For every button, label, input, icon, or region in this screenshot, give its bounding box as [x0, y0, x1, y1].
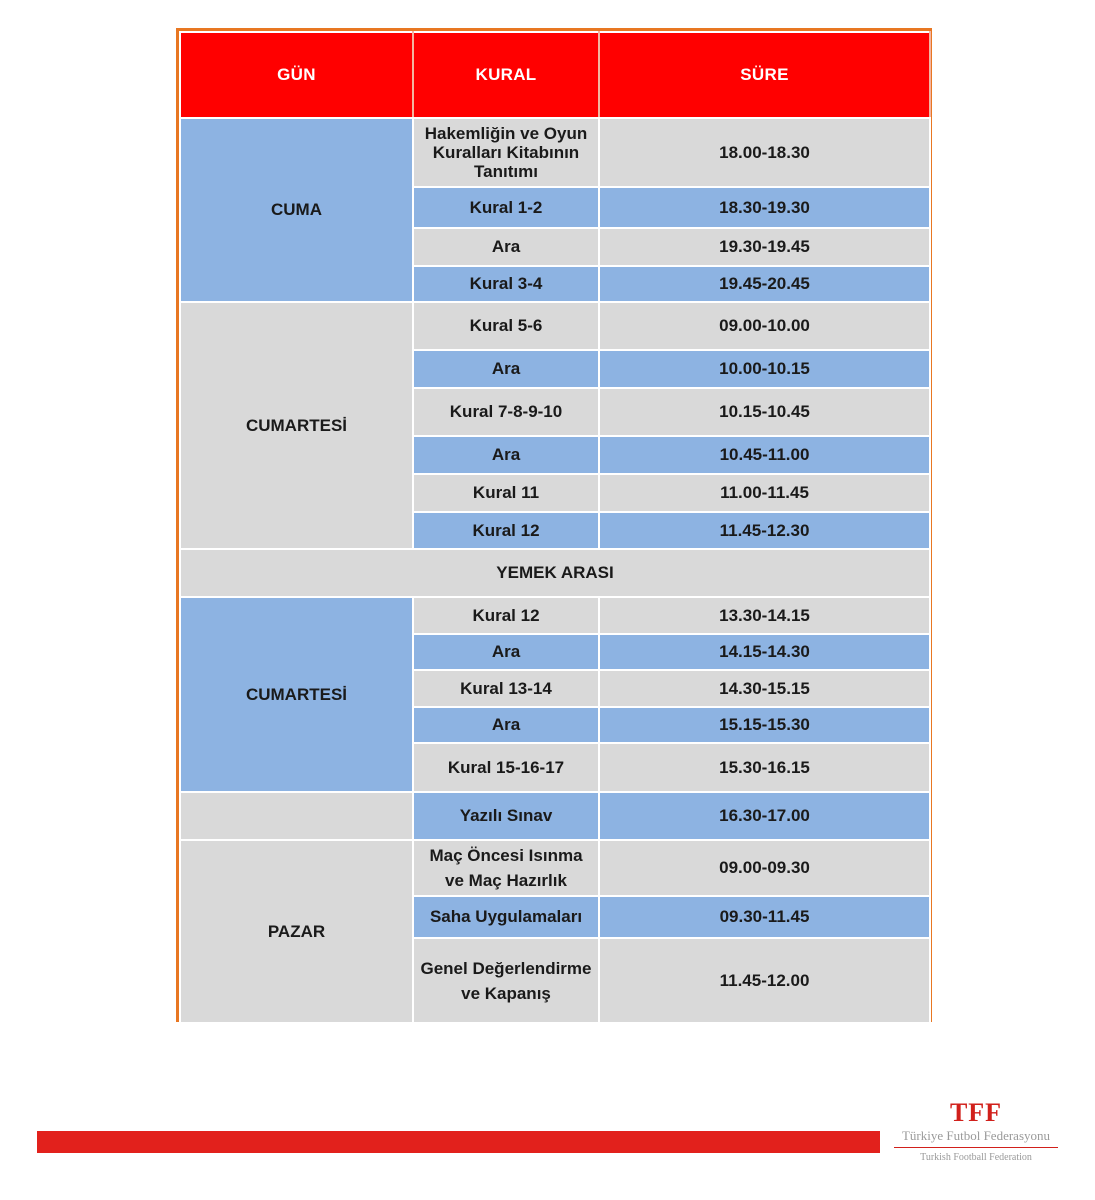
table-row: [180, 792, 930, 840]
logo-name-en: Turkish Football Federation: [920, 1152, 1032, 1163]
time-cell: 19.45-20.45: [599, 266, 930, 302]
rule-cell: Kural 3-4: [413, 266, 599, 302]
time-cell: 14.15-14.30: [599, 634, 930, 670]
rule-cell: Hakemliğin ve Oyun Kuralları Kitabının Tanıtımı: [413, 118, 599, 187]
time-cell: 15.15-15.30: [599, 707, 930, 743]
table-row: [180, 302, 930, 350]
rule-cell: Yazılı Sınav: [413, 792, 599, 840]
rule-cell: Ara: [413, 228, 599, 266]
header-row: [180, 32, 930, 118]
table-row: [180, 597, 930, 634]
rule-cell: Ara: [413, 634, 599, 670]
rule-cell: Ara: [413, 707, 599, 743]
time-cell: 09.00-09.30: [599, 840, 930, 896]
time-cell: 09.00-10.00: [599, 302, 930, 350]
rule-cell: Kural 7-8-9-10: [413, 388, 599, 436]
lunch-break-label: YEMEK ARASI: [180, 549, 930, 597]
rule-cell: Kural 12: [413, 512, 599, 549]
time-cell: 16.30-17.00: [599, 792, 930, 840]
footer-red-band: [37, 1131, 880, 1153]
day-cell-pazar: PAZAR: [180, 840, 413, 1023]
rule-cell: Genel Değerlendirme ve Kapanış: [413, 938, 599, 1023]
time-cell: 18.00-18.30: [599, 118, 930, 187]
time-cell: 09.30-11.45: [599, 896, 930, 938]
schedule-grid: [179, 31, 931, 1024]
rule-cell: Kural 15-16-17: [413, 743, 599, 792]
rule-cell: Kural 11: [413, 474, 599, 512]
tff-logo: [886, 1098, 1066, 1178]
logo-brand: TFF: [949, 1098, 1003, 1127]
time-cell: 10.45-11.00: [599, 436, 930, 474]
rule-cell: Ara: [413, 436, 599, 474]
time-cell: 11.45-12.30: [599, 512, 930, 549]
rule-cell: Kural 5-6: [413, 302, 599, 350]
table-row: [180, 840, 930, 896]
day-cell-cumartesi: CUMARTESİ: [180, 302, 413, 549]
time-cell: 19.30-19.45: [599, 228, 930, 266]
time-cell: 11.00-11.45: [599, 474, 930, 512]
schedule-table: [176, 28, 932, 1022]
header-time: SÜRE: [599, 32, 930, 118]
table-row: [180, 118, 930, 187]
rule-cell: Ara: [413, 350, 599, 388]
logo-name-tr: Türkiye Futbol Federasyonu: [901, 1128, 1051, 1143]
rule-cell: Maç Öncesi Isınma ve Maç Hazırlık: [413, 840, 599, 896]
time-cell: 10.15-10.45: [599, 388, 930, 436]
time-cell: 11.45-12.00: [599, 938, 930, 1023]
lunch-break-row: [180, 549, 930, 597]
rule-cell: Saha Uygulamaları: [413, 896, 599, 938]
day-cell-empty: [180, 792, 413, 840]
rule-cell: Kural 1-2: [413, 187, 599, 228]
header-day: GÜN: [180, 32, 413, 118]
rule-cell: Kural 13-14: [413, 670, 599, 707]
day-cell-cumartesi-afternoon: CUMARTESİ: [180, 597, 413, 792]
time-cell: 10.00-10.15: [599, 350, 930, 388]
time-cell: 14.30-15.15: [599, 670, 930, 707]
logo-divider: [894, 1147, 1058, 1148]
rule-cell: Kural 12: [413, 597, 599, 634]
time-cell: 13.30-14.15: [599, 597, 930, 634]
time-cell: 18.30-19.30: [599, 187, 930, 228]
day-cell-cuma: CUMA: [180, 118, 413, 302]
time-cell: 15.30-16.15: [599, 743, 930, 792]
header-rule: KURAL: [413, 32, 599, 118]
